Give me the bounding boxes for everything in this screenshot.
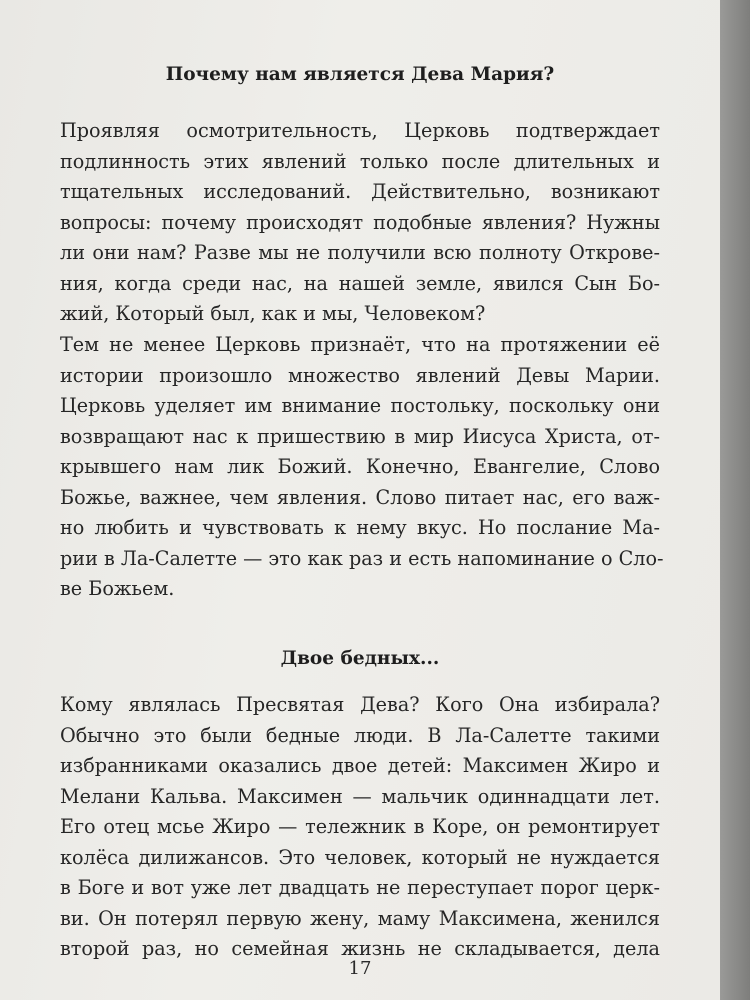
text-line: тщательных исследований. Действительно, возникают xyxy=(60,180,660,203)
text-line: Божье, важнее, чем явления. Слово питает нас, его важ- xyxy=(60,485,660,509)
paragraph-who-saw-virgin xyxy=(60,690,660,965)
text-line: ве Божьем. xyxy=(60,577,175,600)
text-line: рии в Ла-Салетте — это как раз и есть напоминание о Сло- xyxy=(60,546,664,570)
text-line: второй раз, но семейная жизнь не складывается, дела xyxy=(60,937,660,960)
text-line: Тем не менее Церковь признаёт, что на протяжении её xyxy=(60,333,660,356)
text-line: вопросы: почему происходят подобные явления? Нужны xyxy=(60,210,660,234)
text-line: ли они нам? Разве мы не получили всю полноту Открове- xyxy=(60,241,660,264)
text-line: но любить и чувствовать к нему вкус. Но послание Ма- xyxy=(60,516,660,539)
text-line: возвращают нас к пришествию в мир Иисуса Христа, от- xyxy=(60,424,660,448)
text-line: в Боге и вот уже лет двадцать не переступает порог церк- xyxy=(60,876,660,899)
paragraph-church-prudence xyxy=(60,116,660,330)
text-line: Проявляя осмотрительность, Церковь подтверждает xyxy=(60,119,660,142)
text-line: избранниками оказались двое детей: Максимен Жиро и xyxy=(60,754,660,777)
text-line: истории произошло множество явлений Девы Марии. xyxy=(60,363,660,387)
text-line: подлинность этих явлений только после длительных и xyxy=(60,149,660,173)
text-line: Церковь уделяет им внимание постольку, поскольку они xyxy=(60,394,660,417)
text-line: Обычно это были бедные люди. В Ла-Салетте такими xyxy=(60,723,660,747)
text-line: Кому являлась Пресвятая Дева? Кого Она избирала? xyxy=(60,693,660,716)
section-heading-two-poor: Двое бедных... xyxy=(280,648,440,669)
page-edge-shadow xyxy=(720,0,750,1000)
text-line: ви. Он потерял первую жену, маму Максимена, женился xyxy=(60,906,660,930)
text-line: крывшего нам лик Божий. Конечно, Евангелие, Слово xyxy=(60,455,660,478)
section-heading-why-virgin-mary-appears: Почему нам является Дева Мария? xyxy=(165,64,555,85)
text-line: жий, Который был, как и мы, Человеком? xyxy=(60,302,486,325)
text-line: Его отец мсье Жиро — тележник в Коре, он ремонтирует xyxy=(60,815,660,838)
page-number: 17 xyxy=(348,958,372,979)
text-line: Мелани Кальва. Максимен — мальчик одиннадцати лет. xyxy=(60,784,660,808)
paragraph-church-recognizes xyxy=(60,330,664,605)
text-line: колёса дилижансов. Это человек, который не нуждается xyxy=(60,845,660,869)
text-line: ния, когда среди нас, на нашей земле, явился Сын Бо- xyxy=(60,271,660,295)
